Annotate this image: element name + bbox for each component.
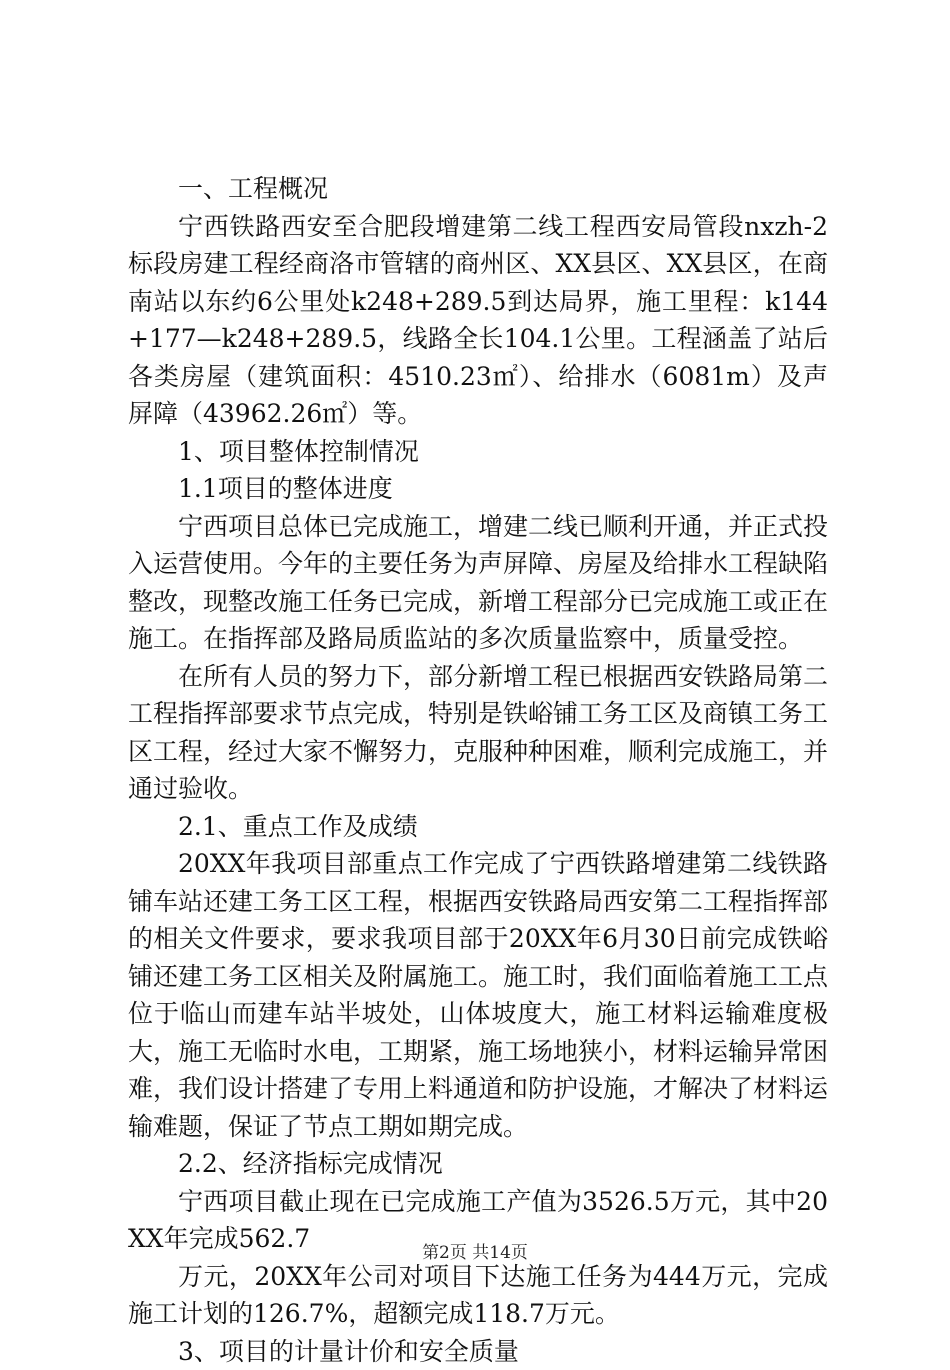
section-heading-overview: 一、工程概况 [128,170,828,208]
paragraph-economic-2: 万元，20XX年公司对项目下达施工任务为444万元，完成施工计划的126.7%，超额完成118.7万元。 [128,1258,828,1333]
page-footer: 第2页 共14页 [0,1242,950,1264]
subsection-heading-key-work: 2.1、重点工作及成绩 [128,808,828,846]
paragraph-overview: 宁西铁路西安至合肥段增建第二线工程西安局管段nxzh-2标段房建工程经商洛市管辖的商州区、XX县区、XX县区，在商南站以东约6公里处k248+289.5到达局界，施工里程：k144+177—k248+289.5，线路全长104.1公里。工程涵盖了站后各类房屋（建筑面积：4510.23㎡）、给排水（6081m）及声屏障（43962.26㎡）等。 [128,208,828,433]
paragraph-economic-1: 宁西项目截止现在已完成施工产值为3526.5万元，其中20XX年完成562.7 [128,1183,828,1258]
paragraph-effort: 在所有人员的努力下，部分新增工程已根据西安铁路局第二工程指挥部要求节点完成，特别是铁峪铺工务工区及商镇工务工区工程，经过大家不懈努力，克服种种困难，顺利完成施工，并通过验收。 [128,658,828,808]
subsection-heading-economic: 2.2、经济指标完成情况 [128,1145,828,1183]
document-body [128,170,828,1370]
paragraph-key-work: 20XX年我项目部重点工作完成了宁西铁路增建第二线铁路铺车站还建工务工区工程，根据西安铁路局西安第二工程指挥部的相关文件要求，要求我项目部于20XX年6月30日前完成铁峪铺还建工务工区相关及附属施工。施工时，我们面临着施工工点位于临山而建车站半坡处，山体坡度大，施工材料运输难度极大，施工无临时水电，工期紧，施工场地狭小，材料运输异常困难，我们设计搭建了专用上料通道和防护设施，才解决了材料运输难题，保证了节点工期如期完成。 [128,845,828,1145]
subsection-heading-progress: 1.1项目的整体进度 [128,470,828,508]
section-heading-measurement: 3、项目的计量计价和安全质量 [128,1333,828,1370]
paragraph-progress: 宁西项目总体已完成施工，增建二线已顺利开通，并正式投入运营使用。今年的主要任务为声屏障、房屋及给排水工程缺陷整改，现整改施工任务已完成，新增工程部分已完成施工或正在施工。在指挥部及路局质监站的多次质量监察中，质量受控。 [128,508,828,658]
section-heading-overall-control: 1、项目整体控制情况 [128,433,828,471]
